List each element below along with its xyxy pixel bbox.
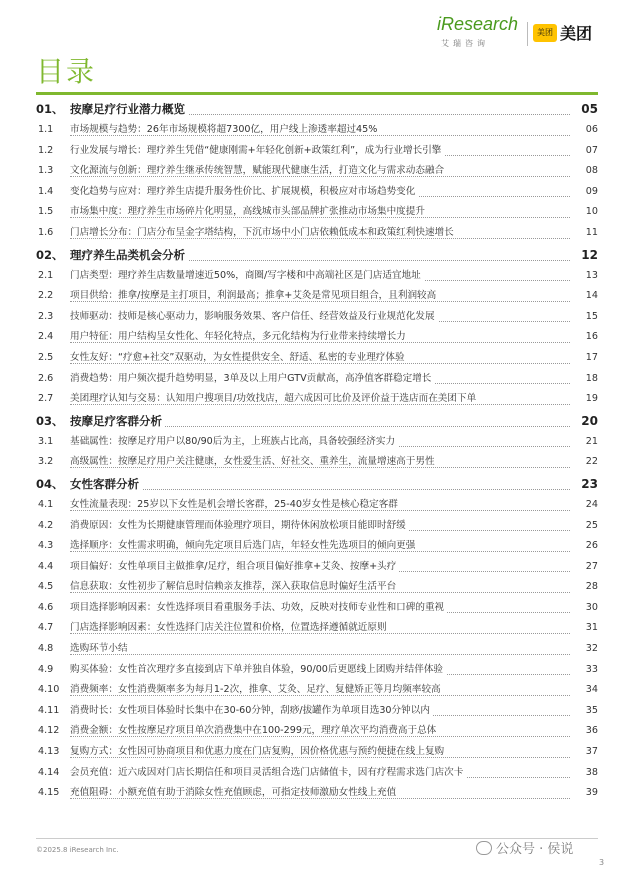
toc-item-row[interactable] <box>36 701 598 722</box>
copyright: ©2025.8 iResearch Inc. <box>36 846 119 854</box>
item-page: 32 <box>585 643 598 655</box>
item-page: 22 <box>585 456 598 468</box>
item-number: 3.2 <box>38 456 54 468</box>
item-page: 25 <box>585 519 598 531</box>
item-page: 15 <box>585 310 598 322</box>
item-text: 消费趋势：用户频次提升趋势明显，3单及以上用户GTV贡献高，高净值客群稳定增长 <box>70 369 570 390</box>
item-text: 美团理疗认知与交易：认知用户搜项目/功效找店，超六成因可比价及评价益于选店而在美团下单 <box>70 389 570 410</box>
toc-item-row[interactable] <box>36 161 598 182</box>
iresearch-subtitle: 艾瑞咨询 <box>441 39 489 48</box>
item-text: 高级属性：按摩足疗用户关注健康，女性爱生活、好社交、重养生，流量增速高于男性 <box>70 452 570 473</box>
toc-item-row[interactable] <box>36 141 598 162</box>
section-number: 04、 <box>36 476 64 491</box>
item-text: 基础属性：按摩足疗用户以80/90后为主，上班族占比高，具备较强经济实力 <box>70 432 570 453</box>
wechat-icon <box>476 841 492 855</box>
item-text: 市场规模与趋势：26年市场规模将超7300亿，用户线上渗透率超过45% <box>70 120 570 141</box>
item-number: 4.5 <box>38 581 54 593</box>
item-text: 选择顺序：女性需求明确，倾向先定项目后选门店，年轻女性先选项目的倾向更强 <box>70 536 570 557</box>
item-number: 4.6 <box>38 601 54 613</box>
toc-item-row[interactable] <box>36 120 598 141</box>
section-number: 02、 <box>36 247 64 262</box>
toc-item-row[interactable] <box>36 266 598 287</box>
toc-item-row[interactable] <box>36 223 598 244</box>
toc-item-row[interactable] <box>36 639 598 660</box>
toc-item-row[interactable] <box>36 286 598 307</box>
item-text: 用户特征：用户结构呈女性化、年轻化特点，多元化结构为行业带来持续增长力 <box>70 327 570 348</box>
section-page: 05 <box>581 102 598 116</box>
item-number: 4.11 <box>38 704 60 716</box>
item-page: 27 <box>585 560 598 572</box>
item-text: 消费时长：女性项目体验时长集中在30-60分钟，刮痧/拔罐作为单项目选30分钟以内 <box>70 701 570 722</box>
item-text: 消费金额：女性按摩足疗项目单次消费集中在100-299元，理疗单次平均消费高于总体 <box>70 721 570 742</box>
item-number: 1.6 <box>38 226 54 238</box>
toc-item-row[interactable] <box>36 452 598 473</box>
iresearch-logo <box>437 14 527 52</box>
item-number: 4.9 <box>38 663 54 675</box>
item-page: 16 <box>585 331 598 343</box>
item-page: 38 <box>585 766 598 778</box>
item-text: 市场集中度：理疗养生市场碎片化明显，高线城市头部品牌扩张推动市场集中度提升 <box>70 202 570 223</box>
item-number: 4.7 <box>38 622 54 634</box>
item-text: 充值阻碍：小额充值有助于消除女性充值顾虑，可指定技师激励女性线上充值 <box>70 783 570 804</box>
section-page: 20 <box>581 413 598 428</box>
toc-item-row[interactable] <box>36 307 598 328</box>
toc-section-row[interactable] <box>36 473 598 495</box>
item-page: 17 <box>585 351 598 363</box>
logo-divider <box>527 22 528 46</box>
item-page: 28 <box>585 581 598 593</box>
item-number: 1.4 <box>38 185 54 197</box>
toc-section-row[interactable] <box>36 98 598 120</box>
item-number: 2.3 <box>38 310 54 322</box>
item-text: 门店选择影响因素：女性选择门店关注位置和价格，位置选择遵循就近原则 <box>70 618 570 639</box>
item-page: 33 <box>585 663 598 675</box>
meituan-logo-text: 美团 <box>560 24 593 43</box>
item-number: 4.2 <box>38 519 54 531</box>
item-text: 女性流量表现：25岁以下女性是机会增长客群，25-40岁女性是核心稳定客群 <box>70 495 570 516</box>
item-page: 09 <box>585 185 598 197</box>
item-page: 13 <box>585 269 598 281</box>
table-of-contents <box>36 98 598 804</box>
section-title: 女性客群分析 <box>70 473 570 495</box>
section-page: 12 <box>581 247 598 262</box>
toc-item-row[interactable] <box>36 348 598 369</box>
item-page: 34 <box>585 684 598 696</box>
item-page: 26 <box>585 540 598 552</box>
item-text: 复购方式：女性因可协商项目和优惠力度在门店复购，因价格优惠与预约便捷在线上复购 <box>70 742 570 763</box>
toc-item-row[interactable] <box>36 742 598 763</box>
item-text: 女性友好：“疗愈+社交”双驱动，为女性提供安全、舒适、私密的专业理疗体验 <box>70 348 570 369</box>
section-title: 按摩足疗行业潜力概览 <box>70 98 570 120</box>
item-page: 11 <box>585 226 598 238</box>
section-page: 23 <box>581 476 598 491</box>
item-number: 4.14 <box>38 766 60 778</box>
section-title: 按摩足疗客群分析 <box>70 410 570 432</box>
toc-item-row[interactable] <box>36 389 598 410</box>
item-number: 4.8 <box>38 643 54 655</box>
item-number: 1.2 <box>38 144 54 156</box>
page-number: 3 <box>599 858 605 867</box>
section-number: 01、 <box>36 102 64 116</box>
item-number: 2.2 <box>38 290 54 302</box>
item-text: 选购环节小结 <box>70 639 570 660</box>
item-text: 消费频率：女性消费频率多为每月1-2次，推拿、艾灸、足疗、复健矫正等月均频率较高 <box>70 680 570 701</box>
item-page: 19 <box>585 393 598 405</box>
toc-item-row[interactable] <box>36 432 598 453</box>
item-text: 信息获取：女性初步了解信息时信赖亲友推荐，深入获取信息时偏好生活平台 <box>70 577 570 598</box>
toc-section-row[interactable] <box>36 410 598 432</box>
section-title: 理疗养生品类机会分析 <box>70 244 570 266</box>
item-text: 变化趋势与应对：理疗养生店提升服务性价比、扩展规模，积极应对市场趋势变化 <box>70 182 570 203</box>
item-text: 消费原因：女性为长期健康管理而体验理疗项目，期待休闲放松项目能即时舒缓 <box>70 516 570 537</box>
item-page: 06 <box>585 124 598 135</box>
item-page: 39 <box>585 787 598 799</box>
toc-item-row[interactable] <box>36 577 598 598</box>
item-page: 37 <box>585 746 598 758</box>
item-text: 购买体验：女性首次理疗多直接到店下单并独自体验，90/00后更愿线上团购并结伴体验 <box>70 660 570 681</box>
item-number: 2.5 <box>38 351 54 363</box>
item-number: 4.10 <box>38 684 60 696</box>
item-number: 2.4 <box>38 331 54 343</box>
meituan-badge-icon: 美团 <box>533 24 557 42</box>
item-number: 2.7 <box>38 393 54 405</box>
item-text: 项目供给：推拿/按摩是主打项目，利润最高；推拿+艾灸是常见项目组合，且利润较高 <box>70 286 570 307</box>
item-number: 4.12 <box>38 725 60 737</box>
item-number: 1.5 <box>38 206 54 218</box>
toc-item-row[interactable] <box>36 783 598 804</box>
toc-item-row[interactable] <box>36 618 598 639</box>
toc-section-row[interactable] <box>36 244 598 266</box>
item-text: 门店类型：理疗养生店数量增速近50%，商圈/写字楼和中高端社区是门店适宜地址 <box>70 266 570 287</box>
toc-item-row[interactable] <box>36 327 598 348</box>
item-number: 1.3 <box>38 165 54 177</box>
section-number: 03、 <box>36 413 64 428</box>
item-text: 项目偏好：女性单项目主做推拿/足疗，组合项目偏好推拿+艾灸、按摩+头疗 <box>70 557 570 578</box>
item-text: 技师驱动：技师是核心驱动力，影响服务效果、客户信任、经营效益及行业规范化发展 <box>70 307 570 328</box>
item-number: 4.3 <box>38 540 54 552</box>
item-page: 30 <box>585 601 598 613</box>
item-text: 门店增长分布：门店分布呈金字塔结构，下沉市场中小门店依赖低成本和政策红利快速增长 <box>70 223 570 244</box>
toc-item-row[interactable] <box>36 369 598 390</box>
toc-item-row[interactable] <box>36 516 598 537</box>
item-page: 07 <box>585 144 598 156</box>
item-page: 08 <box>585 165 598 177</box>
item-text: 文化源流与创新：理疗养生继承传统智慧，赋能现代健康生活，打造文化与需求动态融合 <box>70 161 570 182</box>
item-number: 4.13 <box>38 746 60 758</box>
toc-item-row[interactable] <box>36 202 598 223</box>
page-title: 目录 <box>36 55 97 88</box>
toc-item-row[interactable] <box>36 495 598 516</box>
item-text: 行业发展与增长：理疗养生凭借“健康刚需+年轻化创新+政策红利”，成为行业增长引擎 <box>70 141 570 162</box>
item-number: 1.1 <box>38 124 54 135</box>
toc-item-row[interactable] <box>36 763 598 784</box>
item-page: 18 <box>585 372 598 384</box>
toc-item-row[interactable] <box>36 598 598 619</box>
watermark-text: 公众号 · 侯说 <box>496 842 574 857</box>
item-page: 36 <box>585 725 598 737</box>
item-number: 3.1 <box>38 435 54 447</box>
watermark <box>476 838 573 857</box>
toc-item-row[interactable] <box>36 557 598 578</box>
item-page: 24 <box>585 498 598 510</box>
item-page: 14 <box>585 290 598 302</box>
item-text: 项目选择影响因素：女性选择项目看重服务手法、功效，反映对技师专业性和口碑的重视 <box>70 598 570 619</box>
item-page: 31 <box>585 622 598 634</box>
item-page: 10 <box>585 206 598 218</box>
toc-item-row[interactable] <box>36 721 598 742</box>
item-text: 会员充值：近六成因对门店长期信任和项目灵活组合选门店储值卡，因有疗程需求选门店次卡 <box>70 763 570 784</box>
iresearch-wordmark: iResearch <box>437 14 519 34</box>
item-page: 35 <box>585 704 598 716</box>
item-number: 2.6 <box>38 372 54 384</box>
toc-item-row[interactable] <box>36 182 598 203</box>
item-number: 4.1 <box>38 498 54 510</box>
item-number: 4.15 <box>38 787 60 799</box>
item-number: 2.1 <box>38 269 54 281</box>
item-number: 4.4 <box>38 560 54 572</box>
title-rule <box>36 92 598 95</box>
toc-item-row[interactable] <box>36 536 598 557</box>
toc-item-row[interactable] <box>36 660 598 681</box>
item-page: 21 <box>585 435 598 447</box>
toc-item-row[interactable] <box>36 680 598 701</box>
